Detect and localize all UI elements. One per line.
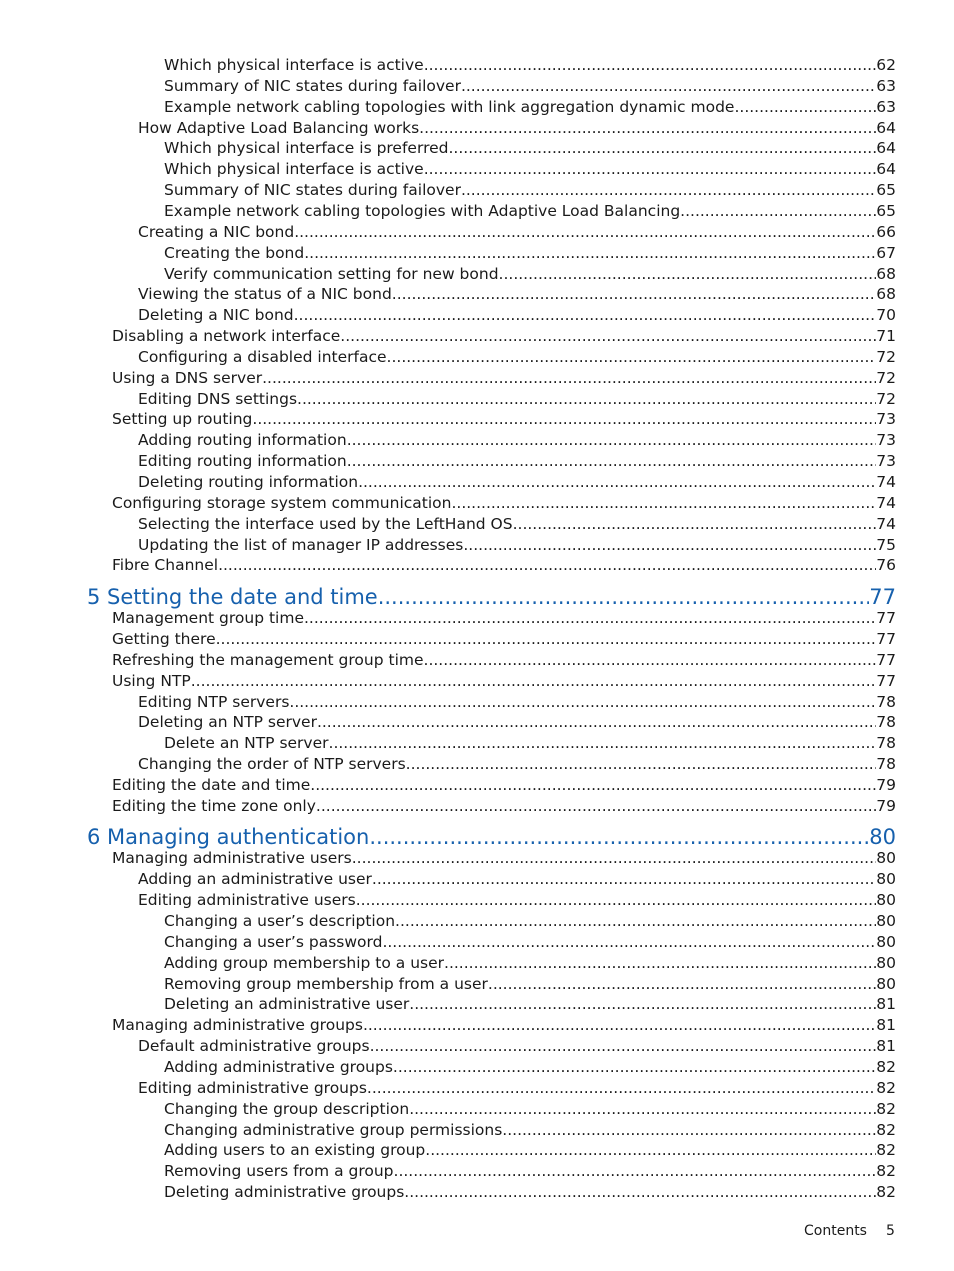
toc-leader-dots [329,734,877,752]
toc-leader-dots [734,98,876,116]
toc-entry-title: Selecting the interface used by the LeftHand OS [138,514,513,533]
toc-entry-page: 82 [876,1162,896,1181]
toc-entry[interactable] [138,431,896,449]
toc-entry[interactable] [164,98,896,116]
toc-leader-dots [393,1058,876,1076]
toc-leader-dots [461,181,876,199]
toc-entry[interactable] [164,912,896,930]
toc-entry-title: Adding administrative groups [164,1057,393,1076]
toc-entry[interactable] [164,181,896,199]
toc-leader-dots [448,139,876,157]
toc-entry-page: 82 [876,1141,896,1160]
toc-entry-page: 80 [876,912,896,930]
toc-entry[interactable] [112,609,896,627]
toc-entry-page: 74 [876,473,896,491]
toc-entry-title: Summary of NIC states during failover [164,76,461,95]
toc-entry[interactable] [112,651,896,669]
toc-leader-dots [387,348,877,366]
toc-entry[interactable] [164,202,896,220]
toc-entry-page: 74 [876,514,896,533]
toc-entry-title: Creating the bond [164,243,305,262]
toc-leader-dots [488,975,876,993]
toc-entry[interactable] [112,1016,896,1034]
toc-entry[interactable] [138,1079,896,1097]
toc-entry-page: 62 [876,56,896,74]
toc-entry[interactable] [138,452,896,470]
toc-entry-title: Which physical interface is active [164,160,424,179]
toc-entry-page: 73 [876,410,896,429]
toc-leader-dots [378,585,870,609]
toc-leader-dots [369,825,869,849]
toc-leader-dots [425,1141,876,1159]
toc-leader-dots [304,244,876,262]
toc-entry[interactable] [164,244,896,262]
toc-entry-title: Removing group membership from a user [164,974,488,993]
toc-entry-page: 72 [876,389,896,408]
toc-leader-dots [358,473,876,491]
toc-leader-dots [382,933,876,951]
toc-entry[interactable] [164,1121,896,1139]
toc-entry-title: Example network cabling topologies with Adaptive Load Balancing [164,201,681,220]
toc-entry-page: 79 [876,796,896,815]
toc-entry-page: 71 [876,327,896,346]
toc-entry[interactable] [164,933,896,951]
toc-entry[interactable] [164,77,896,95]
toc-entry-title: Disabling a network interface [112,327,341,346]
toc-leader-dots [372,870,876,888]
toc-entry-page: 64 [876,160,896,179]
toc-entry-title: Using a DNS server [112,368,263,387]
toc-entry-title: Editing the date and time [112,775,311,794]
toc-leader-dots [451,494,876,512]
toc-leader-dots [409,1100,876,1118]
toc-entry[interactable] [138,306,896,324]
toc-entry-title: Managing administrative users [112,849,352,868]
toc-entry-title: Using NTP [112,671,191,690]
toc-entry-page: 76 [876,556,896,575]
toc-entry-title: Default administrative groups [138,1037,370,1056]
toc-entry-title: Deleting an NTP server [138,713,317,732]
toc-entry-page: 63 [876,76,896,95]
toc-leader-dots [502,1121,876,1139]
toc-entry-title: Deleting routing information [138,473,359,491]
toc-entry[interactable] [164,1162,896,1180]
toc-leader-dots [513,515,877,533]
toc-entry-title: Editing administrative users [138,891,356,910]
toc-entry-title: Deleting an administrative user [164,995,410,1014]
footer-label: Contents [804,1223,867,1239]
toc-leader-dots [499,265,877,283]
toc-leader-dots [356,891,877,909]
toc-entry-title: Configuring a disabled interface [138,347,387,366]
toc-entry[interactable] [164,1100,896,1118]
toc-entry[interactable] [164,265,896,283]
toc-entry[interactable] [164,56,896,74]
toc-entry-page: 66 [876,222,896,241]
toc-entry-page: 80 [876,932,896,951]
toc-entry-page: 72 [876,368,896,387]
toc-entry-page: 64 [876,139,896,158]
toc-entry-page: 77 [876,671,896,690]
toc-entry[interactable] [138,891,896,909]
toc-entry-page: 80 [876,953,896,972]
toc-entry-title: Summary of NIC states during failover [164,181,461,200]
toc-entry[interactable] [138,119,896,137]
toc-entry[interactable] [164,1141,896,1159]
toc-entry-title: Updating the list of manager IP addresses [138,535,464,554]
toc-leader-dots [316,797,876,815]
toc-entry-title: Creating a NIC bond [138,222,295,241]
toc-entry-page: 82 [876,1120,896,1139]
toc-entry[interactable] [112,327,896,345]
toc-leader-dots [404,1183,876,1201]
toc-leader-dots [444,954,876,972]
toc-leader-dots [294,223,876,241]
toc-entry-page: 78 [876,755,896,774]
toc-entry[interactable] [112,369,896,387]
toc-entry[interactable] [164,734,896,752]
toc-chapter-entry[interactable] [87,825,896,849]
toc-entry[interactable] [138,713,896,731]
toc-entry[interactable] [138,755,896,773]
toc-entry[interactable] [138,285,896,303]
toc-entry-title: Viewing the status of a NIC bond [138,285,392,304]
toc-entry[interactable] [112,797,896,815]
toc-entry-page: 82 [876,1183,896,1202]
toc-entry-title: Getting there [112,629,216,648]
toc-entry-page: 77 [876,629,896,648]
toc-entry-title: 5 Setting the date and time [87,584,378,609]
toc-entry-title: Example network cabling topologies with link aggregation dynamic mode [164,97,735,116]
toc-entry-page: 75 [876,535,896,554]
toc-leader-dots [463,536,876,554]
toc-entry-title: Which physical interface is preferred [164,139,449,158]
toc-entry-title: Removing users from a group [164,1162,394,1181]
toc-leader-dots [392,285,876,303]
toc-entry-title: Changing administrative group permissions [164,1120,503,1139]
toc-entry-page: 73 [876,452,896,471]
toc-entry[interactable] [164,975,896,993]
toc-entry-page: 68 [876,264,896,283]
toc-entry-page: 77 [869,584,896,609]
toc-entry[interactable] [164,1183,896,1201]
toc-entry-page: 63 [876,97,896,116]
toc-entry-page: 82 [876,1078,896,1097]
toc-entry-page: 73 [876,431,896,450]
toc-entry-title: Configuring storage system communication [112,493,452,512]
toc-entry-title: Editing DNS settings [138,389,298,408]
toc-leader-dots [394,1162,877,1180]
toc-entry-page: 79 [876,775,896,794]
toc-leader-dots [406,755,877,773]
toc-entry[interactable] [112,776,896,794]
toc-entry[interactable] [138,536,896,554]
toc-leader-dots [347,431,877,449]
toc-entry[interactable] [164,954,896,972]
toc-entry-page: 65 [876,181,896,200]
toc-entry[interactable] [112,556,896,574]
toc-leader-dots [310,776,876,794]
toc-entry-title: Verify communication setting for new bond [164,264,499,283]
toc-leader-dots [262,369,876,387]
toc-entry-page: 64 [876,118,896,137]
toc-entry-title: Changing the group description [164,1099,410,1118]
toc-entry-page: 80 [876,974,896,993]
toc-entry-title: Deleting a NIC bond [138,306,294,325]
toc-entry[interactable] [138,223,896,241]
toc-entry-title: Adding an administrative user [138,870,372,889]
toc-entry-title: Adding users to an existing group [164,1141,426,1160]
toc-entry[interactable] [112,672,896,690]
toc-entry[interactable] [138,390,896,408]
toc-leader-dots [409,995,876,1013]
toc-entry[interactable] [138,348,896,366]
toc-entry-title: Adding group membership to a user [164,953,445,972]
toc-entry[interactable] [138,1037,896,1055]
toc-entry-page: 82 [876,1057,896,1076]
toc-entry[interactable] [164,160,896,178]
toc-entry-page: 81 [876,995,896,1014]
toc-entry-title: Managing administrative groups [112,1016,363,1035]
toc-entry[interactable] [138,870,896,888]
toc-entry-title: Setting up routing [112,410,253,429]
toc-entry[interactable] [138,693,896,711]
toc-entry-title: Editing NTP servers [138,692,290,711]
toc-entry-title: Delete an NTP server [164,734,329,753]
toc-leader-dots [289,693,876,711]
toc-entry[interactable] [164,995,896,1013]
toc-entry-page: 78 [876,734,896,753]
toc-entry[interactable] [112,849,896,867]
toc-entry[interactable] [164,139,896,157]
toc-entry-page: 81 [876,1016,896,1035]
toc-entry-title: Editing routing information [138,452,347,471]
toc-entry[interactable] [112,630,896,648]
toc-entry-page: 80 [869,825,896,850]
toc-entry-page: 67 [876,243,896,262]
toc-leader-dots [294,306,877,324]
toc-entry[interactable] [112,410,896,428]
toc-leader-dots [424,160,877,178]
toc-leader-dots [461,77,876,95]
toc-leader-dots [297,390,876,408]
footer-page-number: 5 [886,1223,895,1239]
toc-entry-page: 68 [876,285,896,304]
toc-entry-title: Changing a user’s description [164,912,396,930]
toc-entry[interactable] [138,515,896,533]
toc-entry-title: Which physical interface is active [164,56,424,74]
toc-leader-dots [252,410,876,428]
toc-entry[interactable] [138,473,896,491]
toc-entry-title: Refreshing the management group time [112,650,424,669]
toc-entry-page: 77 [876,609,896,628]
toc-entry-page: 74 [876,493,896,512]
toc-leader-dots [352,849,877,867]
toc-leader-dots [317,713,876,731]
toc-entry-page: 77 [876,650,896,669]
toc-entry-title: Deleting administrative groups [164,1183,405,1202]
toc-entry[interactable] [112,494,896,512]
toc-leader-dots [395,912,876,930]
toc-entry-title: Editing the time zone only [112,796,316,815]
toc-entry-title: Changing the order of NTP servers [138,755,406,774]
toc-entry-page: 81 [876,1037,896,1056]
toc-leader-dots [363,1016,876,1034]
toc-leader-dots [424,56,877,74]
toc-leader-dots [370,1037,877,1055]
toc-entry-title: Fibre Channel [112,556,219,575]
toc-entry[interactable] [164,1058,896,1076]
toc-chapter-entry[interactable] [87,585,896,609]
toc-entry-page: 78 [876,692,896,711]
toc-entry-page: 70 [876,306,896,325]
toc-leader-dots [304,609,876,627]
toc-entry-page: 82 [876,1099,896,1118]
toc-entry-title: Adding routing information [138,431,347,450]
toc-entry-title: 6 Managing authentication [87,825,370,850]
toc-entry-page: 72 [876,347,896,366]
toc-entry-page: 80 [876,891,896,910]
toc-leader-dots [680,202,876,220]
toc-leader-dots [419,119,876,137]
toc-entry-page: 80 [876,849,896,868]
toc-leader-dots [347,452,877,470]
toc-leader-dots [216,630,877,648]
toc-entry-page: 65 [876,201,896,220]
toc-entry-title: How Adaptive Load Balancing works [138,118,420,137]
toc-leader-dots [340,327,876,345]
toc-entry-page: 78 [876,713,896,732]
toc-entry-title: Editing administrative groups [138,1078,367,1097]
toc-entry-title: Changing a user’s password [164,932,383,951]
toc-leader-dots [191,672,877,690]
toc-leader-dots [218,556,876,574]
toc-entry-page: 80 [876,870,896,889]
toc-entry-title: Management group time [112,609,304,628]
toc-leader-dots [424,651,877,669]
toc-leader-dots [367,1079,876,1097]
